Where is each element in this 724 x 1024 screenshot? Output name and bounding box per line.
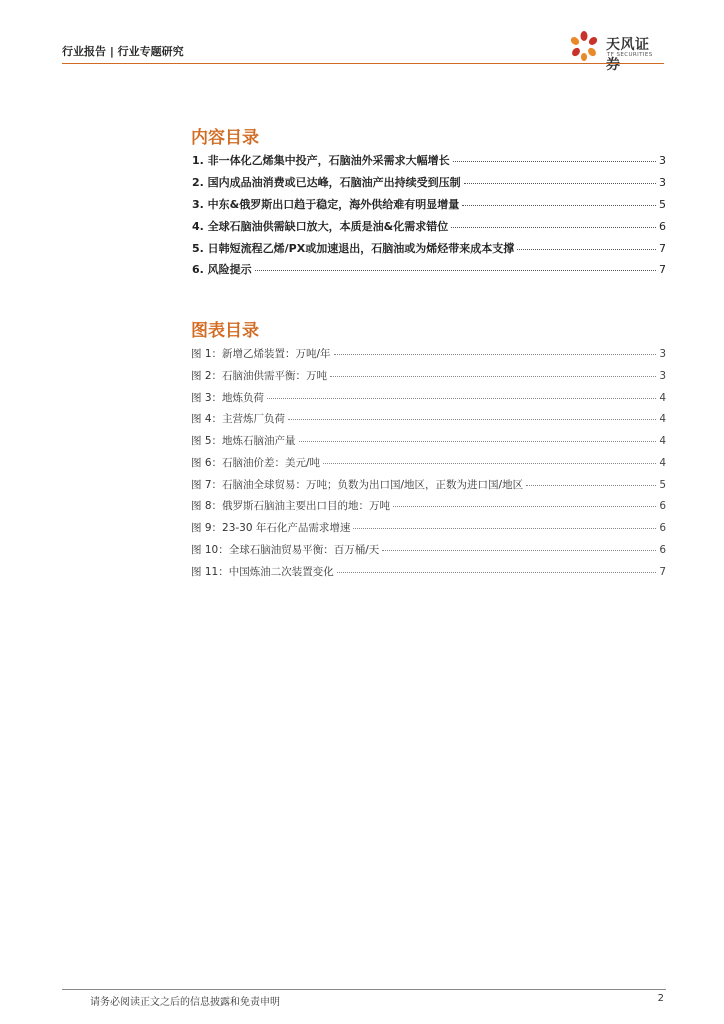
company-logo xyxy=(562,30,662,73)
figure-page: 6 xyxy=(659,544,666,556)
figure-label: 图 4：主营炼厂负荷 xyxy=(191,413,286,425)
dot-leader xyxy=(255,261,656,271)
figure-label: 图 5：地炼石脑油产量 xyxy=(191,435,296,447)
toc-item-label: 3. 中东&俄罗斯出口趋于稳定，海外供给难有明显增量 xyxy=(192,198,460,211)
figure-page: 3 xyxy=(659,348,666,360)
figure-list-item[interactable] xyxy=(191,433,666,448)
dot-leader xyxy=(353,520,656,529)
figure-page: 7 xyxy=(659,566,666,578)
logo-name: 天风证券 xyxy=(606,37,650,73)
figure-list-item[interactable] xyxy=(191,390,666,405)
dot-leader xyxy=(330,368,656,377)
toc-item-page: 6 xyxy=(659,220,666,233)
toc-item-page: 7 xyxy=(659,263,666,276)
toc-item-label: 5. 日韩短流程乙烯/PX或加速退出，石脑油或为烯烃带来成本支撑 xyxy=(192,242,515,255)
toc-item-page: 7 xyxy=(659,242,666,255)
header-divider xyxy=(62,63,664,64)
dot-leader xyxy=(464,174,656,184)
figure-page: 4 xyxy=(659,435,666,447)
dot-leader xyxy=(382,542,656,551)
dot-leader xyxy=(334,346,657,355)
toc-item-label: 6. 风险提示 xyxy=(192,263,252,276)
figure-label: 图 3：地炼负荷 xyxy=(191,392,265,404)
page-number: 2 xyxy=(657,993,664,1004)
figure-list-item[interactable] xyxy=(191,346,666,361)
footer-divider xyxy=(62,989,666,990)
figure-label: 图 7：石脑油全球贸易：万吨；负数为出口国/地区，正数为进口国/地区 xyxy=(191,479,524,491)
breadcrumb: 行业报告 | 行业专题研究 xyxy=(62,45,184,58)
dot-leader xyxy=(267,390,656,399)
figure-label: 图 10：全球石脑油贸易平衡：百万桶/天 xyxy=(191,544,380,556)
dot-leader xyxy=(526,477,656,486)
dot-leader xyxy=(451,218,656,228)
toc-item-page: 3 xyxy=(659,176,666,189)
figure-page: 5 xyxy=(659,479,666,491)
page-header xyxy=(62,30,664,73)
dot-leader xyxy=(453,152,656,162)
figure-label: 图 8：俄罗斯石脑油主要出口目的地：万吨 xyxy=(191,500,391,512)
figure-page: 6 xyxy=(659,522,666,534)
toc-item[interactable] xyxy=(192,261,666,277)
figure-list-item[interactable] xyxy=(191,368,666,383)
figure-label: 图 9：23-30 年石化产品需求增速 xyxy=(191,522,351,534)
toc-item[interactable] xyxy=(192,196,666,212)
dot-leader xyxy=(299,433,657,442)
toc-item-label: 1. 非一体化乙烯集中投产，石脑油外采需求大幅增长 xyxy=(192,154,450,167)
toc-item[interactable] xyxy=(192,174,666,190)
dot-leader xyxy=(462,196,656,206)
figure-list-item[interactable] xyxy=(191,564,666,579)
dot-leader xyxy=(288,411,656,420)
figure-page: 4 xyxy=(659,413,666,425)
dot-leader xyxy=(323,455,656,464)
toc-item-label: 4. 全球石脑油供需缺口放大，本质是油&化需求错位 xyxy=(192,220,449,233)
figure-label: 图 1：新增乙烯装置：万吨/年 xyxy=(191,348,331,360)
figure-list-item[interactable] xyxy=(191,498,666,513)
figure-page: 3 xyxy=(659,370,666,382)
dot-leader xyxy=(337,564,657,573)
logo-subtitle: TF SECURITIES xyxy=(607,52,653,58)
toc-item-label: 2. 国内成品油消费或已达峰，石脑油产出持续受到压制 xyxy=(192,176,461,189)
figure-label: 图 2：石脑油供需平衡：万吨 xyxy=(191,370,328,382)
toc-item[interactable] xyxy=(192,240,666,256)
toc-item-page: 3 xyxy=(659,154,666,167)
figure-page: 4 xyxy=(659,457,666,469)
toc-item[interactable] xyxy=(192,152,666,168)
figure-page: 6 xyxy=(659,500,666,512)
figure-page: 4 xyxy=(659,392,666,404)
toc-item-page: 5 xyxy=(659,198,666,211)
figure-list-item[interactable] xyxy=(191,477,666,492)
figure-label: 图 6：石脑油价差：美元/吨 xyxy=(191,457,321,469)
dot-leader xyxy=(517,240,656,250)
figure-list-item[interactable] xyxy=(191,455,666,470)
figure-list-item[interactable] xyxy=(191,542,666,557)
figure-list-item[interactable] xyxy=(191,520,666,535)
flower-logo-icon xyxy=(564,30,604,62)
figure-label: 图 11：中国炼油二次装置变化 xyxy=(191,566,334,578)
figure-list-item[interactable] xyxy=(191,411,666,426)
dot-leader xyxy=(393,498,656,507)
contents-title: 内容目录 xyxy=(191,128,259,148)
footer-disclaimer: 请务必阅读正文之后的信息披露和免责申明 xyxy=(90,997,280,1008)
figures-title: 图表目录 xyxy=(191,321,259,341)
toc-item[interactable] xyxy=(192,218,666,234)
